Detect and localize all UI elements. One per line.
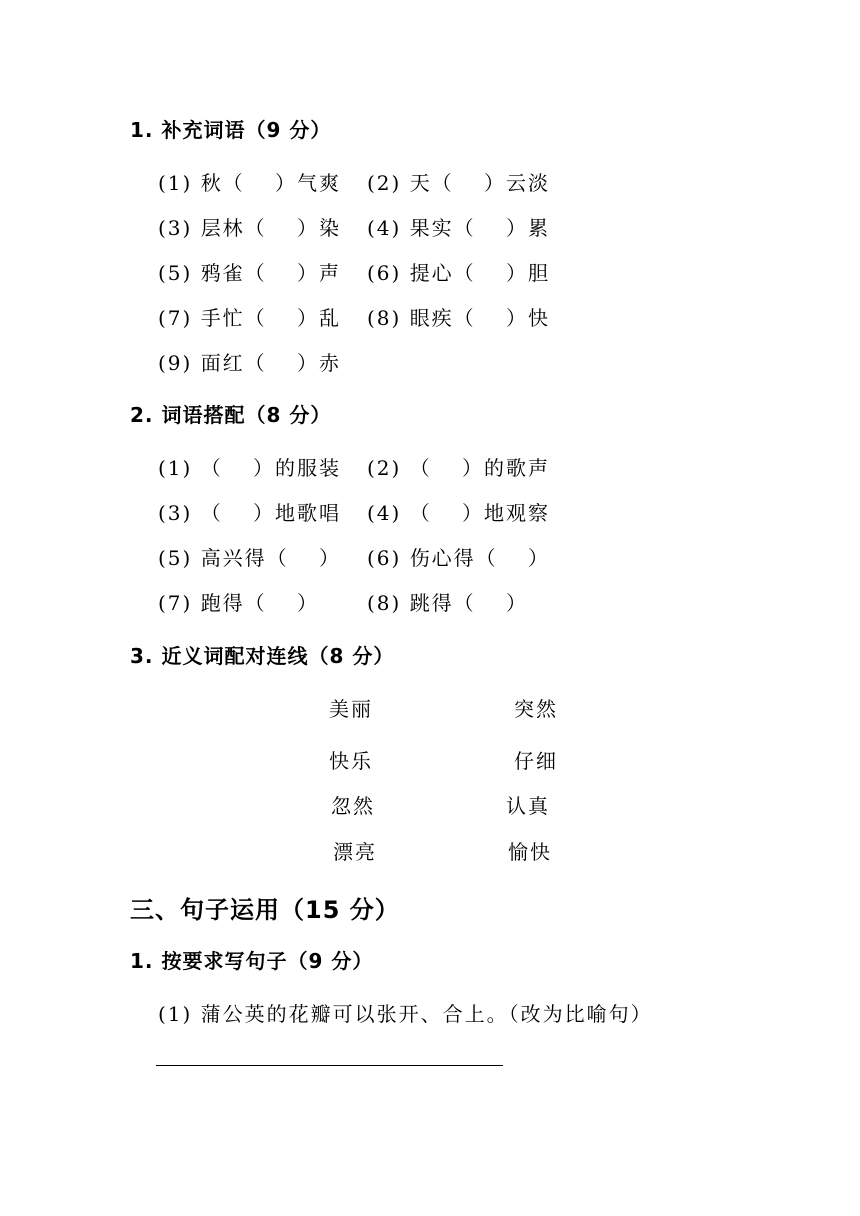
q1-item-1: (1) 秋（ ）气爽 — [158, 171, 342, 195]
q1-item-9: (9) 面红（ ）赤 — [158, 351, 342, 375]
q1-item-4: (4) 果实（ ）累 — [367, 216, 551, 240]
synonym-right-2: 仔细 — [514, 749, 558, 773]
q1-item-6: (6) 提心（ ）胆 — [367, 261, 551, 285]
q2-item-8: (8) 跳得（ ） — [367, 591, 529, 615]
q2-item-1: (1) （ ）的服装 — [158, 456, 342, 480]
q1-item-5: (5) 鸦雀（ ）声 — [158, 261, 342, 285]
q1-item-7: (7) 手忙（ ）乱 — [158, 306, 342, 330]
q3-heading: 3. 近义词配对连线（8 分） — [130, 644, 395, 668]
q2-item-7: (7) 跑得（ ） — [158, 591, 320, 615]
q1-item-2: (2) 天（ ）云淡 — [367, 171, 551, 195]
q2-item-4: (4) （ ）地观察 — [367, 501, 551, 525]
synonym-right-3: 认真 — [506, 794, 550, 818]
q1-heading: 1. 补充词语（9 分） — [130, 118, 332, 142]
synonym-right-1: 突然 — [514, 697, 558, 721]
q2-item-2: (2) （ ）的歌声 — [367, 456, 551, 480]
section-3-heading: 三、句子运用（15 分） — [130, 896, 400, 924]
s3-q1-item-1: (1) 蒲公英的花瓣可以张开、合上。（改为比喻句） — [158, 1002, 653, 1026]
s3-q1-heading: 1. 按要求写句子（9 分） — [130, 949, 374, 973]
synonym-left-1: 美丽 — [329, 697, 373, 721]
q1-item-3: (3) 层林（ ）染 — [158, 216, 342, 240]
q2-item-6: (6) 伤心得（ ） — [367, 546, 551, 570]
q1-item-8: (8) 眼疾（ ）快 — [367, 306, 551, 330]
synonym-right-4: 愉快 — [508, 840, 552, 864]
synonym-left-4: 漂亮 — [333, 840, 377, 864]
answer-line[interactable] — [156, 1065, 503, 1066]
q2-item-5: (5) 高兴得（ ） — [158, 546, 342, 570]
q2-heading: 2. 词语搭配（8 分） — [130, 403, 332, 427]
q2-item-3: (3) （ ）地歌唱 — [158, 501, 342, 525]
synonym-left-2: 快乐 — [329, 749, 373, 773]
synonym-left-3: 忽然 — [331, 794, 375, 818]
